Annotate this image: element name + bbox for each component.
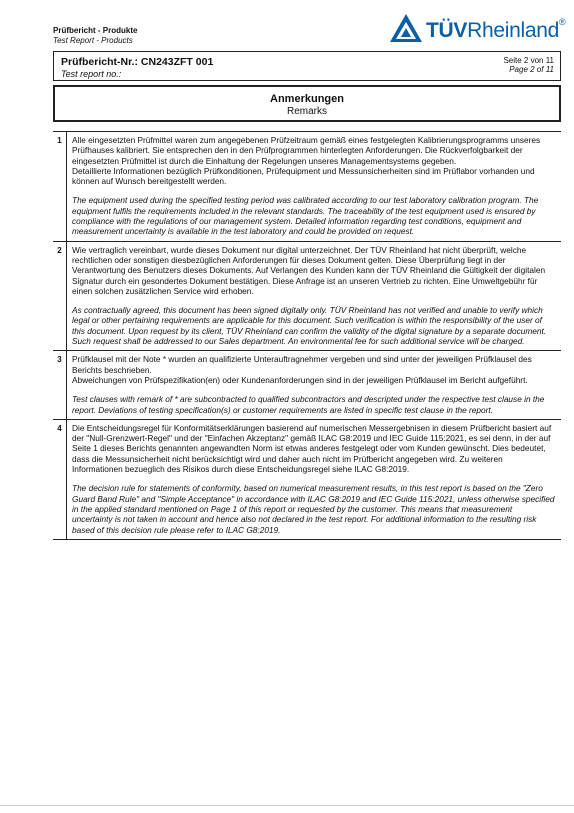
section-subtitle: Remarks — [286, 106, 327, 117]
remark-row — [53, 420, 561, 539]
tuv-rheinland-logo — [389, 13, 566, 47]
report-number-label-en: Test report no.: — [61, 69, 122, 79]
report-number-box — [53, 51, 561, 81]
remark-row — [53, 132, 561, 242]
remark-row — [53, 351, 561, 419]
remark-text-de: Detaillierte Informationen bezüglich Prüfkonditionen, Prüfequipment und Messunsicherheiten sind im Prüflabor vorhanden und können auf Wunsch bereitgestellt werden. — [72, 165, 535, 187]
remark-text-en: The equipment used during the specified testing period was calibrated according to our test laboratory calibration program. The equipment fulfils the requirements included in the relevant standards. The traceability of the test equipment used is ensured by compliance with the regulations of our management system. Detailed information regarding test conditions, equipment and measurement uncertainty is available in the test laboratory and could be provided on request. — [72, 195, 539, 237]
remark-body — [67, 242, 561, 351]
remark-number: 4 — [53, 420, 67, 539]
document-type — [53, 26, 137, 46]
section-title: Anmerkungen — [270, 93, 344, 105]
remark-text-en: As contractually agreed, this document has been signed digitally only. TÜV Rheinland has not verified and unable to verify which legal or other pertaining requirements are applicable for this document. Such verification is within the responsibility of the user of this document. Upon request by its client, TÜV Rheinland can confirm the validity of the digital signature by a separate document. Such request shall be addressed to our Sales department. An environmental fee for such additional service will be charged. — [72, 305, 547, 347]
remark-row — [53, 242, 561, 352]
remark-text-de: Alle eingesetzten Prüfmittel waren zum angegebenen Prüfzeitraum gemäß eines festgelegten Kalibrierungsprogramms unseres Prüfhauses kalibriert. Sie entsprechen den in den Prüfprogrammen hinterlegten Anforderungen. Die Rückverfolgbarkeit der eingesetzten Prüfmittel ist durch die Einhaltung der Regelungen unseres Managementsystems gegeben. — [72, 135, 541, 166]
page-indicator-en: Page 2 of 11 — [509, 65, 554, 74]
report-number: Prüfbericht-Nr.: CN243ZFT 001 — [61, 56, 214, 68]
remark-number: 3 — [53, 351, 67, 418]
remark-body — [67, 351, 561, 418]
page-indicator — [503, 56, 554, 74]
remark-body — [67, 420, 561, 539]
page-indicator-de: Seite 2 von 11 — [503, 56, 554, 65]
section-title-box — [53, 85, 561, 122]
remark-text-de: Wie vertraglich vereinbart, wurde dieses Dokument nur digital unterzeichnet. Der TÜV Rheinland hat nicht überprüft, welche rechtlichen oder sonstigen diesbezüglichen Anforderungen für dieses Dokument gelten. Diese Überprüfung liegt in der Verantwortung des Benutzers dieses Dokuments. Auf Verlangen des Kunden kann der TÜV Rheinland die Gültigkeit der digitalen Signatur durch ein gesondertes Dokument bestätigen. Diese Anfrage ist an unseren Vertrieb zu richten. Eine Umweltgebühr für einen solchen zusätzlichen Service wird erhoben. — [72, 244, 546, 296]
logo-wordmark: TÜVRheinland® — [426, 17, 566, 42]
remark-text-en: The decision rule for statements of conformity, based on numerical measurement results, in this test report is based on the "Zero Guard Band Rule" and "Simple Acceptance" in accordance with ILAC G8:2019 and IEC Guide 115:2021, unless otherwise specified in the applied standard mentioned on Page 1 of this report or requested by the customer. This means that measurement uncertainty is not taken in account and hence also not declared in the test report. For additional information to the resulting risk based of this decision rule please refer to ILAC G8:2019. — [72, 483, 555, 535]
remark-text-de: Prüfklausel mit der Note * wurden an qualifizierte Unterauftragnehmer vergeben und sind unter der jeweiligen Prüfklausel des Berichts beschrieben. — [72, 354, 532, 375]
document-type-en: Test Report - Products — [53, 36, 133, 45]
remark-text-de: Abweichungen von Prüfspezifikation(en) oder Kundenanforderungen sind in der jeweiligen Prüfklausel im Bericht aufgeführt. — [72, 374, 528, 385]
remark-body — [67, 132, 561, 241]
remark-number: 2 — [53, 242, 67, 351]
document-type-de: Prüfbericht - Produkte — [53, 26, 138, 35]
remarks-table — [53, 131, 561, 540]
remark-text-en: Test clauses with remark of * are subcontracted to qualified subcontractors and descripted under the respective test clause in the report. Deviations of testing specification(s) or customer requirements are listed in specific test clause in the report. — [72, 394, 545, 415]
triangle-logo-icon — [389, 13, 423, 43]
page-bottom-divider — [0, 805, 574, 806]
remark-number: 1 — [53, 132, 67, 241]
remark-text-de: Die Entscheidungsregel für Konformitätserklärungen basierend auf numerischen Messergebnisen in diesem Prüfbericht basiert auf der "Null-Grenzwert-Regel" und der "Einfachen Akzeptanz" gemäß ILAC G8:2019 und IEC Guide 115:2021, es sei denn, in der auf Seite 1 dieses Berichts genannten angewandten Norm ist etwas anderes festgelegt oder vom Kunden gewünscht. Dies bedeutet, dass die Messunsicherheit nicht berücksichtigt wird und daher auch nicht im Prüfbericht angegeben wird. Zu weiteren Informationen bezueglich des Risikos durch diese Entscheidungsregel siehe ILAC G8:2019. — [72, 422, 552, 475]
